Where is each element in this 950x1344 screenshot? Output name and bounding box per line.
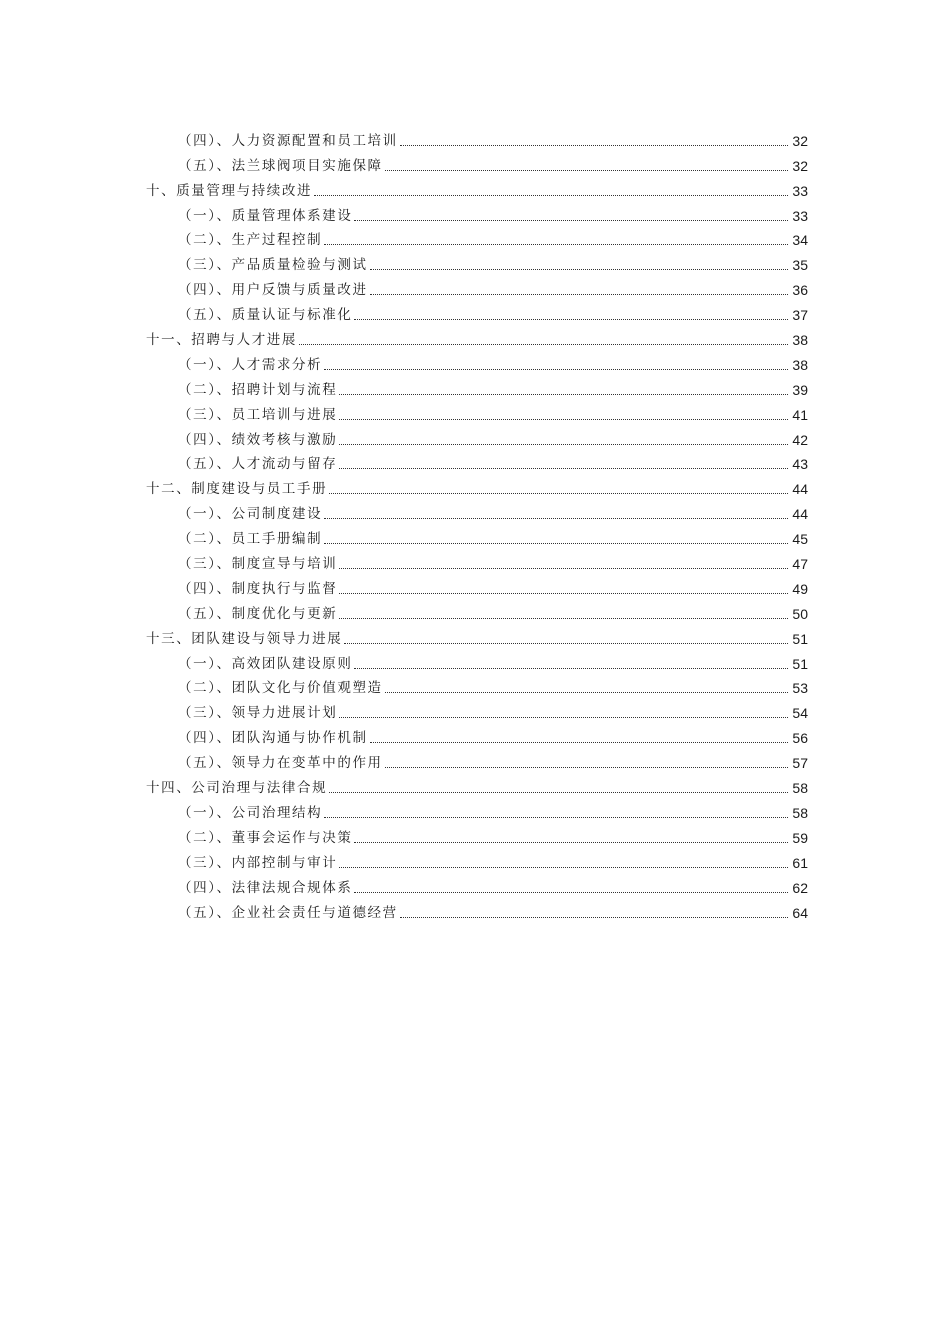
toc-dot-leader (400, 917, 788, 918)
toc-dot-leader (314, 195, 788, 196)
toc-entry-title: （五）、人才流动与留存 (178, 456, 338, 473)
toc-entry-title: （一）、公司制度建设 (178, 506, 323, 523)
toc-dot-leader (385, 170, 788, 171)
toc-section-entry[interactable] (146, 522, 808, 547)
toc-dot-leader (344, 643, 788, 644)
toc-page-number: 51 (792, 655, 808, 672)
toc-entry-title: （四）、制度执行与监督 (178, 580, 338, 597)
toc-section-entry[interactable] (146, 497, 808, 522)
toc-entry-title: （一）、质量管理体系建设 (178, 207, 353, 224)
toc-dot-leader (324, 518, 788, 519)
toc-entry-title: （四）、团队沟通与协作机制 (178, 730, 368, 747)
toc-section-entry[interactable] (146, 572, 808, 597)
toc-dot-leader (339, 444, 788, 445)
toc-entry-title: 十一、招聘与人才进展 (146, 332, 297, 349)
toc-page-number: 61 (792, 854, 808, 871)
toc-page-number: 34 (792, 232, 808, 249)
toc-entry-title: 十三、团队建设与领导力进展 (146, 630, 343, 647)
toc-section-entry[interactable] (146, 647, 808, 672)
toc-page-number: 32 (792, 157, 808, 174)
toc-section-entry[interactable] (146, 896, 808, 921)
toc-dot-leader (370, 742, 788, 743)
toc-entry-title: （五）、领导力在变革中的作用 (178, 755, 383, 772)
toc-entry-title: （一）、公司治理结构 (178, 804, 323, 821)
toc-dot-leader (339, 468, 788, 469)
toc-page-number: 56 (792, 730, 808, 747)
toc-section-entry[interactable] (146, 273, 808, 298)
toc-section-entry[interactable] (146, 423, 808, 448)
toc-page-number: 62 (792, 879, 808, 896)
toc-dot-leader (329, 792, 788, 793)
toc-page-number: 54 (792, 705, 808, 722)
toc-entry-title: （三）、内部控制与审计 (178, 854, 338, 871)
toc-section-entry[interactable] (146, 696, 808, 721)
toc-section-entry[interactable] (146, 398, 808, 423)
toc-entry-title: （三）、制度宣导与培训 (178, 556, 338, 573)
toc-section-entry[interactable] (146, 871, 808, 896)
toc-dot-leader (324, 543, 788, 544)
toc-entry-title: （一）、人才需求分析 (178, 356, 323, 373)
toc-entry-title: （二）、团队文化与价值观塑造 (178, 680, 383, 697)
toc-entry-title: 十四、公司治理与法律合规 (146, 780, 328, 797)
toc-page-number: 42 (792, 431, 808, 448)
toc-dot-leader (339, 568, 788, 569)
toc-entry-title: （五）、制度优化与更新 (178, 605, 338, 622)
toc-page-number: 51 (792, 630, 808, 647)
toc-section-entry[interactable] (146, 298, 808, 323)
toc-section-entry[interactable] (146, 672, 808, 697)
toc-entry-title: （四）、绩效考核与激励 (178, 431, 338, 448)
toc-entry-title: （二）、招聘计划与流程 (178, 381, 338, 398)
toc-dot-leader (324, 817, 788, 818)
toc-entry-title: （三）、员工培训与进展 (178, 406, 338, 423)
toc-section-entry[interactable] (146, 547, 808, 572)
toc-section-entry[interactable] (146, 597, 808, 622)
toc-entry-title: （三）、产品质量检验与测试 (178, 257, 368, 274)
toc-page-number: 44 (792, 506, 808, 523)
toc-dot-leader (400, 145, 788, 146)
toc-page-number: 37 (792, 307, 808, 324)
toc-section-entry[interactable] (146, 248, 808, 273)
toc-entry-title: （二）、董事会运作与决策 (178, 829, 353, 846)
toc-section-entry[interactable] (146, 348, 808, 373)
toc-section-entry[interactable] (146, 746, 808, 771)
toc-page-number: 44 (792, 481, 808, 498)
toc-page-number: 41 (792, 406, 808, 423)
toc-dot-leader (370, 294, 788, 295)
toc-entry-title: 十、质量管理与持续改进 (146, 182, 313, 199)
toc-section-entry[interactable] (146, 224, 808, 249)
toc-dot-leader (339, 419, 788, 420)
toc-dot-leader (339, 394, 788, 395)
toc-section-entry[interactable] (146, 796, 808, 821)
toc-section-entry[interactable] (146, 124, 808, 149)
toc-page-number: 53 (792, 680, 808, 697)
toc-dot-leader (354, 319, 788, 320)
toc-page-number: 58 (792, 780, 808, 797)
toc-chapter-entry[interactable] (146, 472, 808, 497)
toc-chapter-entry[interactable] (146, 174, 808, 199)
toc-dot-leader (354, 892, 788, 893)
toc-dot-leader (370, 269, 788, 270)
toc-dot-leader (339, 867, 788, 868)
toc-dot-leader (354, 220, 788, 221)
toc-dot-leader (385, 767, 788, 768)
toc-dot-leader (299, 344, 788, 345)
toc-dot-leader (339, 618, 788, 619)
toc-page-number: 43 (792, 456, 808, 473)
toc-dot-leader (329, 493, 788, 494)
toc-entry-title: （四）、人力资源配置和员工培训 (178, 132, 398, 149)
toc-page-number: 39 (792, 381, 808, 398)
toc-entry-title: （一）、高效团队建设原则 (178, 655, 353, 672)
toc-dot-leader (385, 692, 788, 693)
toc-entry-title: （二）、员工手册编制 (178, 531, 323, 548)
toc-page-number: 47 (792, 556, 808, 573)
toc-entry-title: （二）、生产过程控制 (178, 232, 323, 249)
toc-entry-title: （四）、用户反馈与质量改进 (178, 282, 368, 299)
toc-entry-title: （五）、质量认证与标准化 (178, 307, 353, 324)
toc-dot-leader (324, 244, 788, 245)
toc-page-number: 49 (792, 580, 808, 597)
toc-page-number: 58 (792, 804, 808, 821)
toc-page-number: 32 (792, 132, 808, 149)
toc-section-entry[interactable] (146, 821, 808, 846)
toc-page-number: 64 (792, 904, 808, 921)
toc-entry-title: （五）、法兰球阀项目实施保障 (178, 157, 383, 174)
toc-page-number: 45 (792, 531, 808, 548)
toc-page-number: 33 (792, 182, 808, 199)
toc-page-number: 57 (792, 755, 808, 772)
toc-dot-leader (354, 842, 788, 843)
toc-page-number: 38 (792, 356, 808, 373)
toc-page-number: 38 (792, 332, 808, 349)
toc-page-number: 50 (792, 605, 808, 622)
toc-entry-title: （四）、法律法规合规体系 (178, 879, 353, 896)
toc-dot-leader (324, 369, 788, 370)
toc-chapter-entry[interactable] (146, 323, 808, 348)
toc-page-number: 36 (792, 282, 808, 299)
toc-section-entry[interactable] (146, 373, 808, 398)
toc-dot-leader (339, 593, 788, 594)
table-of-contents (146, 124, 808, 921)
toc-entry-title: （五）、企业社会责任与道德经营 (178, 904, 398, 921)
toc-section-entry[interactable] (146, 448, 808, 473)
toc-section-entry[interactable] (146, 846, 808, 871)
toc-page-number: 35 (792, 257, 808, 274)
toc-page-number: 33 (792, 207, 808, 224)
toc-page-number: 59 (792, 829, 808, 846)
toc-dot-leader (339, 717, 788, 718)
toc-chapter-entry[interactable] (146, 771, 808, 796)
toc-entry-title: （三）、领导力进展计划 (178, 705, 338, 722)
toc-chapter-entry[interactable] (146, 622, 808, 647)
toc-section-entry[interactable] (146, 149, 808, 174)
toc-dot-leader (354, 668, 788, 669)
toc-section-entry[interactable] (146, 721, 808, 746)
toc-entry-title: 十二、制度建设与员工手册 (146, 481, 328, 498)
toc-section-entry[interactable] (146, 199, 808, 224)
